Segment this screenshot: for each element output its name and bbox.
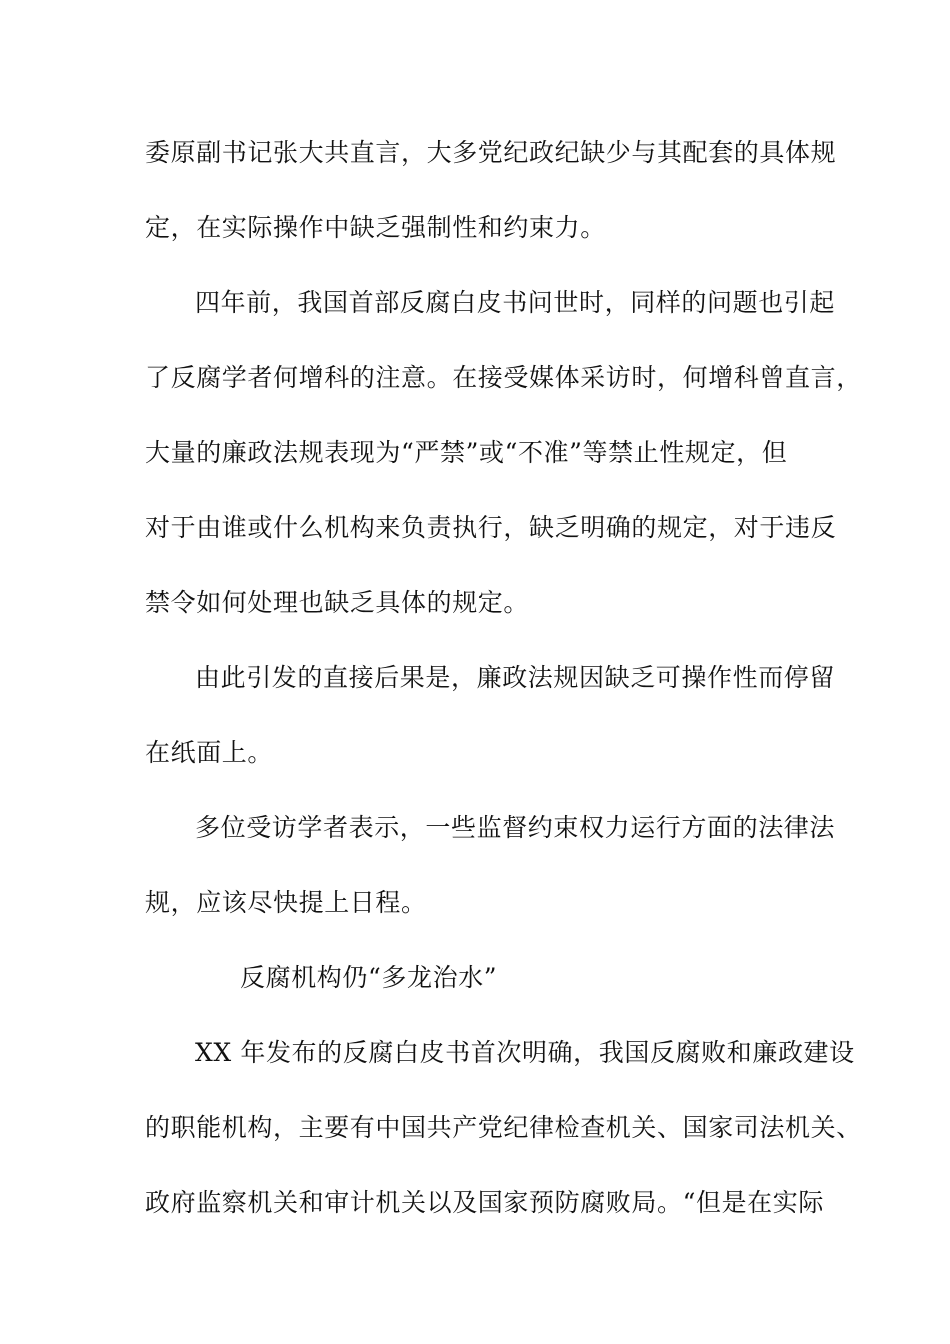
text-line: 了反腐学者何增科的注意。在接受媒体采访时，何增科曾直言，	[145, 363, 862, 392]
text-line: 规，应该尽快提上日程。	[145, 888, 427, 917]
text-line: 定，在实际操作中缺乏强制性和约束力。	[145, 213, 606, 242]
text-line: 由此引发的直接后果是，廉政法规因缺乏可操作性而停留	[195, 663, 836, 692]
text-line: 禁令如何处理也缺乏具体的规定。	[145, 588, 530, 617]
text-line: 委原副书记张大共直言，大多党纪政纪缺少与其配套的具体规	[145, 138, 837, 167]
text-line: 在纸面上。	[145, 738, 274, 767]
text-line: 的职能机构，主要有中国共产党纪律检查机关、国家司法机关、	[145, 1113, 862, 1142]
text-line: 四年前，我国首部反腐白皮书问世时，同样的问题也引起	[195, 288, 836, 317]
text-line: XX 年发布的反腐白皮书首次明确，我国反腐败和廉政建设	[195, 1038, 855, 1067]
text-line: 多位受访学者表示，一些监督约束权力运行方面的法律法	[195, 813, 836, 842]
text-line: 对于由谁或什么机构来负责执行，缺乏明确的规定，对于违反	[145, 513, 837, 542]
text-line: 大量的廉政法规表现为“严禁”或“不准”等禁止性规定，但	[145, 438, 788, 467]
section-heading: 反腐机构仍“多龙治水”	[240, 963, 498, 992]
text-line: 政府监察机关和审计机关以及国家预防腐败局。“但是在实际	[145, 1188, 824, 1217]
